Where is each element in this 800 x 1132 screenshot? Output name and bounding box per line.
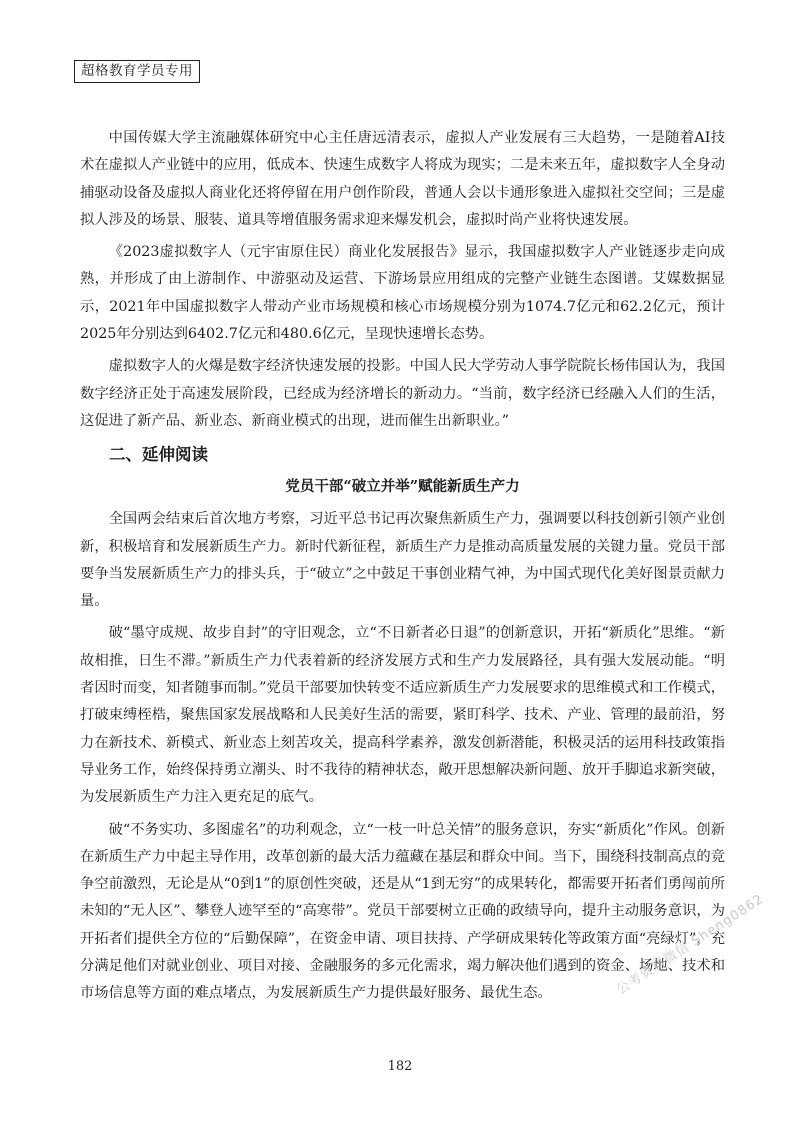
paragraph: 破“不务实功、多图虚名”的功利观念，立“一枝一叶总关情”的服务意识，夯实“新质化”作风。创新在新质生产力中起主导作用，改革创新的最大活力蕴藏在基层和群众中间。当下，围绕科技制高点的竞争空前激烈，无论是从“0到1”的原创性突破，还是从“1到无穷”的成果转化，都需要开拓者们勇闯前所未知的“无人区”、攀登人迹罕至的“高寒带”。党员干部要树立正确的政绩导向，提升主动服务意识，为开拓者们提供全方位的“后勤保障”，在资金申请、项目扶持、产学研成果转化等政策方面“亮绿灯”，充分满足他们对就业创业、项目对接、金融服务的多元化需求，竭力解决他们遇到的资金、场地、技术和市场信息等方面的难点堵点，为发展新质生产力提供最好服务、最优生态。	[80, 821, 725, 1002]
paragraph: 中国传媒大学主流融媒体研究中心主任唐远清表示，虚拟人产业发展有三大趋势，一是随着AI技术在虚拟人产业链中的应用，低成本、快速生成数字人将成为现实；二是未来五年，虚拟数字人全身动捕驱动设备及虚拟人商业化还将停留在用户创作阶段，普通人会以卡通形象进入虚拟社交空间；三是虚拟人涉及的场景、服装、道具等增值服务需求迎来爆发机会，虚拟时尚产业将快速发展。	[80, 130, 725, 228]
document-body	[80, 125, 725, 1013]
paragraph: 破“墨守成规、故步自封”的守旧观念，立“不日新者必日退”的创新意识，开拓“新质化”思维。“新故相推，日生不滞。”新质生产力代表着新的经济发展方式和生产力发展路径，具有强大发展动能。“明者因时而变，知者随事而制。”党员干部要加快转变不适应新质生产力发展要求的思维模式和工作模式，打破束缚桎梏，聚焦国家发展战略和人民美好生活的需要，紧盯科学、技术、产业、管理的最前沿，努力在新技术、新模式、新业态上刻苦攻关，提高科学素养，激发创新潜能，积极灵活的运用科技政策指导业务工作，始终保持勇立潮头、时不我待的精神状态，敞开思想解决新问题、放开手脚追求新突破，为发展新质生产力注入更充足的底气。	[80, 625, 725, 806]
page-number: 182	[387, 1059, 413, 1074]
section-heading: 二、延伸阅读	[109, 445, 208, 465]
watermark-stamp: 超格教育学员专用	[74, 60, 200, 83]
paragraph: 《2023虚拟数字人（元宇宙原住民）商业化发展报告》显示，我国虚拟数字人产业链逐步走向成熟，并形成了由上游制作、中游驱动及运营、下游场景应用组成的完整产业链生态图谱。艾媒数据显示，2021年中国虚拟数字人带动产业市场规模和核心市场规模分别为1074.7亿元和62.2亿元，预计2025年分别达到6402.7亿元和480.6亿元，呈现快速增长态势。	[80, 244, 725, 343]
paragraph: 虚拟数字人的火爆是数字经济快速发展的投影。中国人民大学劳动人事学院院长杨伟国认为，我国数字经济正处于高速发展阶段，已经成为经济增长的新动力。“当前，数字经济已经融入人们的生活，这促进了新产品、新业态、新商业模式的出现，进而催生出新职业。”	[80, 358, 725, 429]
article-title: 党员干部“破立并举”赋能新质生产力	[285, 478, 520, 496]
paragraph: 全国两会结束后首次地方考察，习近平总书记再次聚焦新质生产力，强调要以科技创新引领产业创新，积极培育和发展新质生产力。新时代新征程，新质生产力是推动高质量发展的关键力量。党员干部要争当发展新质生产力的排头兵，于“破立”之中鼓足干事创业精气神，为中国式现代化美好图景贡献力量。	[80, 511, 725, 610]
diagonal-watermark: 公考资料微信 Sheng0862	[614, 891, 767, 998]
